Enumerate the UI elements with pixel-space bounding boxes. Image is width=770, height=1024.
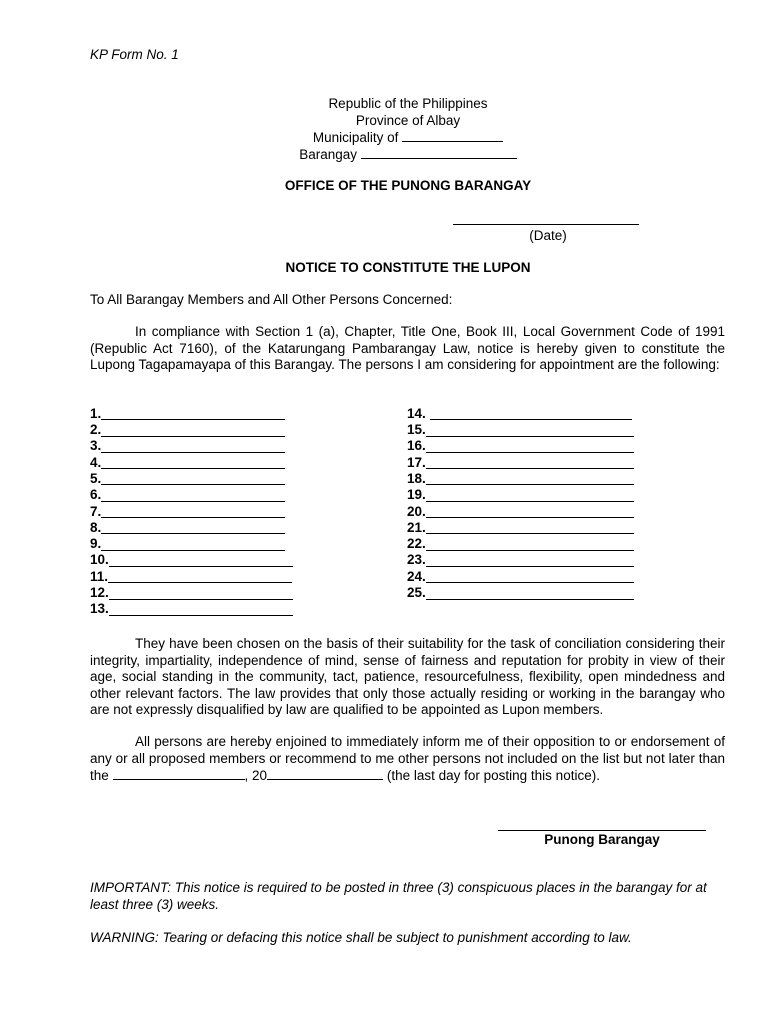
date-label: (Date) — [529, 228, 567, 243]
posting-note: (the last day for posting this notice). — [386, 768, 600, 783]
nominee-number: 14. — [407, 405, 430, 421]
republic-line: Republic of the Philippines — [328, 96, 488, 111]
nominee-number: 1. — [90, 405, 102, 421]
paragraph-compliance-text: In compliance with Section 1 (a), Chapter, Title One, Book III, Local Government Code of 1991 (Republic Act 7160), of the Katarungang Pambarangay Law, notice is hereby given to constitute the Lupong Tagapamayapa of this Barangay. The persons I am considering for appointment are the following: — [90, 324, 725, 372]
nominee-row — [90, 569, 293, 585]
nominee-number: 12. — [90, 585, 109, 601]
nominee-number: 21. — [407, 519, 426, 535]
year-blank — [267, 767, 383, 780]
signature-line — [498, 816, 706, 831]
nominee-blank — [430, 407, 632, 420]
nominee-blank — [101, 407, 285, 420]
signatory-label: Punong Barangay — [544, 832, 660, 847]
nominee-row — [407, 536, 634, 552]
municipality-blank — [402, 129, 503, 142]
nominee-row — [90, 455, 293, 471]
nominee-row — [90, 553, 293, 569]
nominee-number: 19. — [407, 487, 426, 503]
nominee-blank — [426, 570, 634, 583]
nominee-number: 17. — [407, 454, 426, 470]
posting-date-blank — [113, 767, 245, 780]
nominee-row — [407, 553, 634, 569]
paragraph-opposition-text: All persons are hereby enjoined to immediately inform me of their opposition to or endorsement of any or all proposed members or recommend to me other persons not included on the list but not later than the — [90, 734, 725, 783]
barangay-label: Barangay — [299, 146, 358, 162]
important-note: IMPORTANT: This notice is required to be posted in three (3) conspicuous places in the barangay for at least three (3) weeks. — [90, 880, 707, 912]
nominee-number: 16. — [407, 438, 426, 454]
nominee-row — [90, 520, 293, 536]
nominee-number: 15. — [407, 422, 426, 438]
nominee-blank — [109, 554, 293, 567]
nominee-blank — [426, 587, 634, 600]
nominee-blank — [426, 456, 634, 469]
nominee-blank — [101, 424, 285, 437]
nominee-blank — [109, 603, 293, 616]
nominee-row — [407, 487, 634, 503]
nominee-row — [407, 406, 634, 422]
nominee-row — [90, 602, 293, 618]
nominee-number: 4. — [90, 454, 102, 470]
warning-note: WARNING: Tearing or defacing this notice shall be subject to punishment according to law. — [90, 930, 632, 945]
nominee-number: 11. — [90, 568, 109, 584]
nominee-blank — [101, 489, 285, 502]
nominee-number: 6. — [90, 487, 102, 503]
nominee-blank — [101, 472, 285, 485]
nominee-blank — [426, 424, 634, 437]
nominee-number: 18. — [407, 470, 426, 486]
paragraph-opposition — [90, 734, 725, 785]
nominee-row — [90, 487, 293, 503]
nominee-number: 23. — [407, 552, 426, 568]
nominee-number: 3. — [90, 438, 102, 454]
nominee-blank — [426, 440, 634, 453]
nominee-blank — [101, 505, 285, 518]
nominee-number: 20. — [407, 503, 426, 519]
nominee-row — [90, 422, 293, 438]
nominee-number: 24. — [407, 568, 426, 584]
nominee-blank — [101, 440, 285, 453]
paragraph-compliance — [90, 324, 725, 374]
nominee-blank — [101, 538, 285, 551]
nominee-number: 8. — [90, 519, 102, 535]
nominee-row — [407, 422, 634, 438]
nominee-row — [407, 471, 634, 487]
nominee-blank — [101, 521, 285, 534]
date-blank — [453, 210, 639, 225]
nominee-blank — [108, 570, 292, 583]
nominee-number: 9. — [90, 536, 102, 552]
nominee-row — [90, 406, 293, 422]
nominee-row — [407, 520, 634, 536]
nominee-number: 13. — [90, 601, 109, 617]
barangay-line — [0, 146, 770, 163]
nominee-row — [407, 504, 634, 520]
office-title: OFFICE OF THE PUNONG BARANGAY — [284, 178, 532, 193]
paragraph-qualifications — [90, 636, 725, 719]
nominee-row — [90, 504, 293, 520]
form-number: KP Form No. 1 — [90, 47, 179, 62]
municipality-line — [0, 129, 770, 146]
nominee-row — [90, 439, 293, 455]
nominee-row — [90, 536, 293, 552]
nominee-blank — [426, 505, 634, 518]
nominee-number: 5. — [90, 470, 102, 486]
nominee-row — [407, 439, 634, 455]
nominee-number: 22. — [407, 536, 426, 552]
nominee-blank — [426, 554, 634, 567]
notice-title: NOTICE TO CONSTITUTE THE LUPON — [285, 260, 531, 275]
nominee-blank — [109, 587, 293, 600]
barangay-blank — [361, 146, 517, 159]
nominee-list-left — [90, 406, 293, 618]
paragraph-qualifications-text: They have been chosen on the basis of their suitability for the task of conciliation considering their integrity, impartiality, independence of mind, sense of fairness and reputation for probity in view of their age, social standing in the community, tact, patience, resourcefulness, flexibility, open mindedness and other relevant factors. The law provides that only those actually residing or working in the barangay who are not expressly disqualified by law are qualified to be appointed as Lupon members. — [90, 636, 725, 717]
document-header — [0, 96, 770, 162]
nominee-number: 25. — [407, 585, 426, 601]
nominee-blank — [426, 472, 634, 485]
nominee-number: 7. — [90, 503, 102, 519]
nominee-blank — [426, 521, 634, 534]
nominee-blank — [426, 538, 634, 551]
nominee-row — [90, 585, 293, 601]
nominee-number: 2. — [90, 422, 102, 438]
year-prefix: , 20 — [244, 768, 268, 783]
nominee-row — [407, 585, 634, 601]
nominee-number: 10. — [90, 552, 109, 568]
nominee-blank — [101, 456, 285, 469]
municipality-label: Municipality of — [312, 130, 399, 145]
salutation: To All Barangay Members and All Other Persons Concerned: — [90, 292, 453, 307]
nominee-row — [90, 471, 293, 487]
nominee-blank — [426, 489, 634, 502]
province-line: Province of Albay — [355, 112, 461, 128]
nominee-row — [407, 455, 634, 471]
nominee-list-right — [407, 406, 634, 602]
nominee-row — [407, 569, 634, 585]
